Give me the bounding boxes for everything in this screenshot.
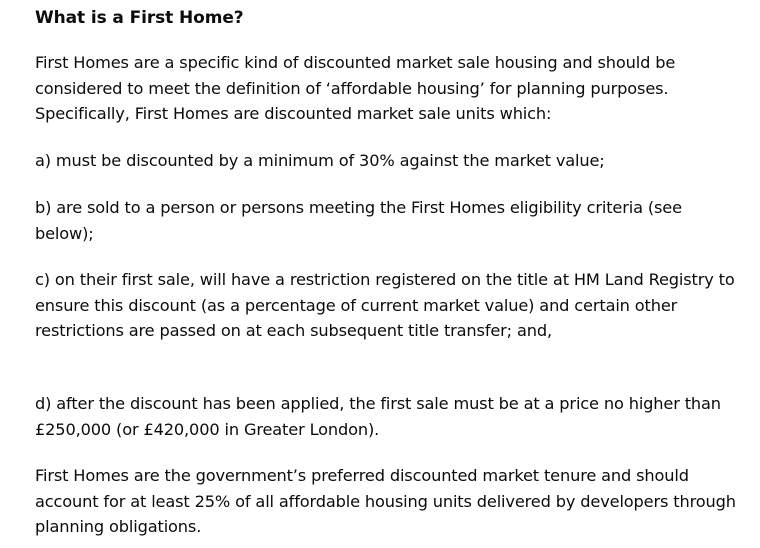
criterion-b: b) are sold to a person or persons meeting the First Homes eligibility criteria (see below); bbox=[35, 198, 682, 243]
preferred-tenure-paragraph: First Homes are the government’s preferred discounted market tenure and should account for at least 25% of all affordable housing units delivered by developers through planning obligations. bbox=[35, 466, 736, 537]
criterion-c: c) on their first sale, will have a restriction registered on the title at HM Land Registry to ensure this discount (as a percentage of current market value) and certain other restrictions are passed on at each subsequent title transfer; and, bbox=[35, 270, 735, 341]
page-heading: What is a First Home? bbox=[35, 8, 244, 28]
criterion-a: a) must be discounted by a minimum of 30% against the market value; bbox=[35, 151, 605, 170]
intro-paragraph: First Homes are a specific kind of discounted market sale housing and should be considered to meet the definition of ‘affordable housing’ for planning purposes. Specifically, First Homes are discounted market sale units which: bbox=[35, 53, 676, 124]
criterion-d: d) after the discount has been applied, the first sale must be at a price no higher than £250,000 (or £420,000 in Greater London). bbox=[35, 394, 721, 439]
